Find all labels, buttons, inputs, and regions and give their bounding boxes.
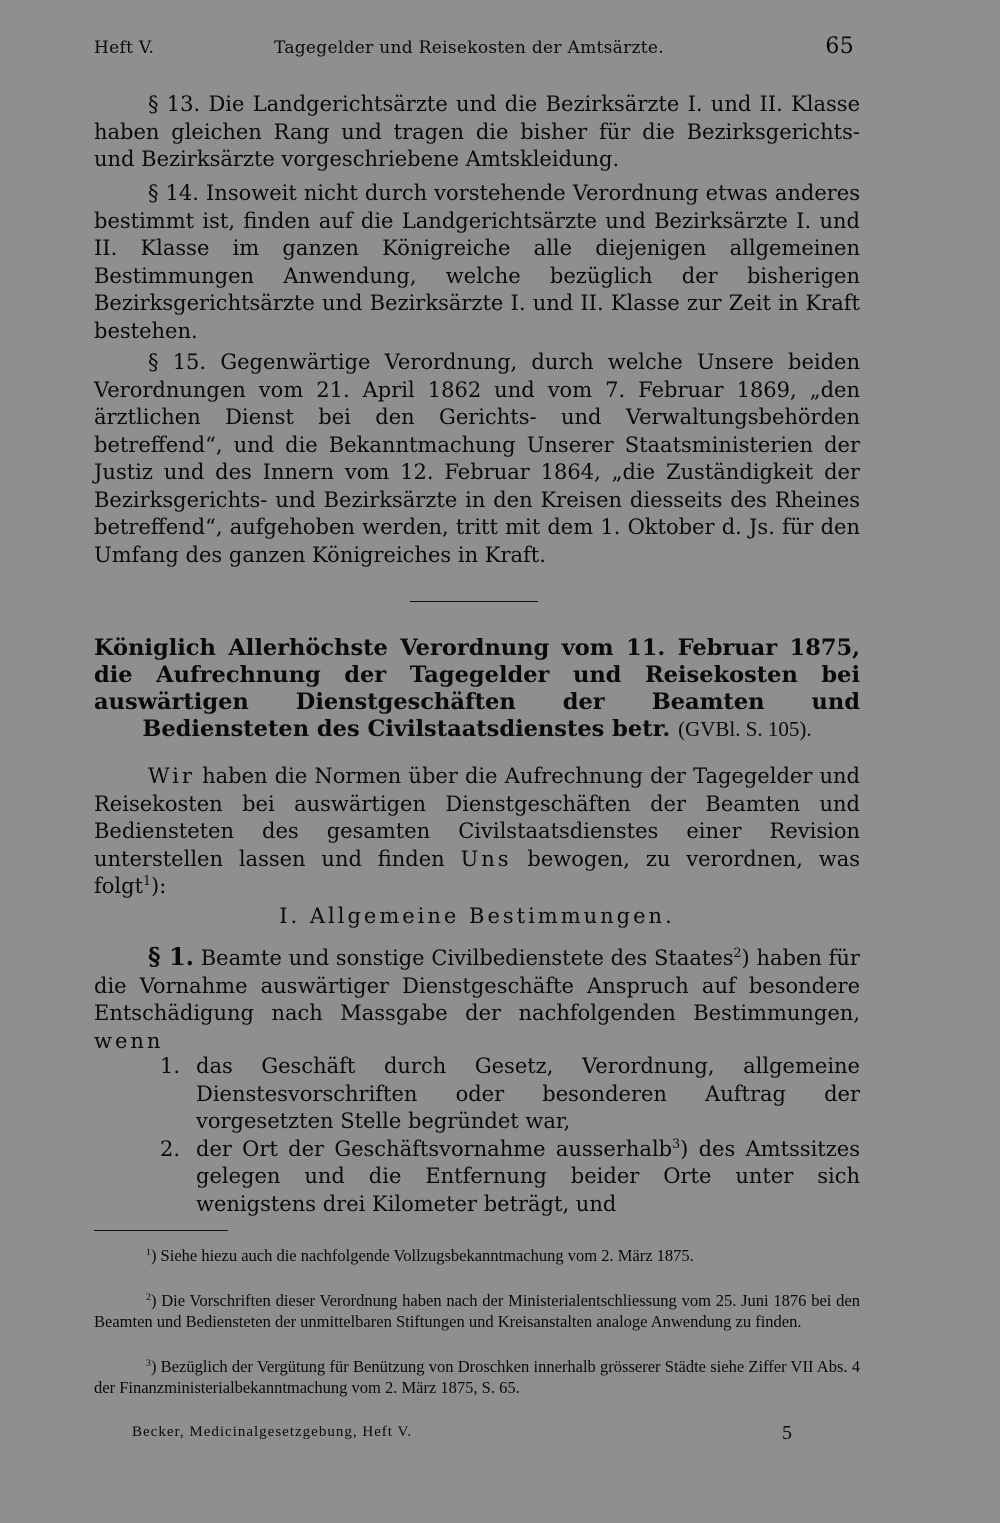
section-1-wenn: wenn [94, 1028, 164, 1053]
footnote-2-mark: 2 [146, 1291, 151, 1303]
ordinance-citation: (GVBl. S. 105). [678, 717, 812, 741]
ordinance-title-text: Königlich Allerhöchste Verordnung vom 11. Februar 1875, die Aufrechnung der Tagegelder und Reisekosten bei auswärtigen Dienstgeschäften der Beamten und Bediensteten des Civilstaatsdienstes betr. [94, 635, 860, 742]
intro-end: ): [151, 874, 167, 898]
section-13-text: Die Landgerichtsärzte und die Bezirksärzte I. und II. Klasse haben gleichen Rang und tragen die bisher für die Bezirksgerichts- und Bezirksärzte vorgeschriebene Amtskleidung. [94, 92, 860, 171]
footnote-3 [94, 1356, 860, 1398]
footnote-rule [94, 1230, 228, 1231]
intro-wir: Wir [148, 764, 195, 788]
footnote-ref-3: 3 [672, 1135, 681, 1151]
list-item-number: 1. [160, 1054, 181, 1078]
signature-line [132, 1422, 832, 1444]
list-item [94, 1136, 860, 1219]
section-15-number: § 15. [148, 350, 207, 374]
ordinance-title [94, 635, 860, 743]
list-item-text-1: der Ort der Geschäftsvornahme ausserhalb [196, 1136, 673, 1161]
section-heading: I. Allgemeine Bestimmungen. [279, 904, 675, 928]
section-1-text-1: Beamte und sonstige Civilbedienstete des Staates [200, 946, 734, 970]
footnote-3-mark: 3 [146, 1357, 151, 1369]
list-item [94, 1053, 860, 1136]
intro-text-2: bewogen, zu verordnen, was folgt [94, 846, 860, 898]
condition-list [94, 1053, 860, 1218]
section-15-text: Gegenwärtige Verordnung, durch welche Unsere beiden Verordnungen vom 21. April 1862 und vom 7. Februar 1869, „den ärztlichen Dienst bei den Gerichts- und Verwaltungsbehörden betreffend“, und die Bekanntmachung Unserer Staatsministerien der Justiz und des Innern vom 12. Februar 1864, „die Zuständigkeit der Bezirksgerichts- und Bezirksärzte in den Kreisen diesseits des Rheines betreffend“, aufgehoben werden, tritt mit dem 1. Oktober d. Js. für den Umfang des ganzen Königreiches in Kraft. [94, 350, 860, 567]
printer-signature: Becker, Medicinalgesetzgebung, Heft V. [132, 1424, 413, 1440]
section-divider [410, 601, 538, 602]
footnote-1-text: ) Siehe hiezu auch die nachfolgende Vollzugsbekanntmachung vom 2. März 1875. [150, 1246, 694, 1265]
footnote-ref-1: 1 [143, 873, 152, 888]
sheet-number: 5 [782, 1422, 792, 1444]
intro-uns: Uns [460, 846, 512, 871]
intro-text-1: haben die Normen über die Aufrechnung der Tagegelder und Reisekosten bei auswärtigen Dienstgeschäften der Beamten und Bediensteten des gesamten Civilstaatsdienstes einer Revision unterstellen lassen und finden [94, 764, 860, 871]
section-1-text-2: ) haben für die Vornahme auswärtiger Dienstgeschäfte Anspruch auf besondere Entschädigung nach Massgabe der nachfolgenden Bestimmungen, [94, 946, 860, 1025]
section-15 [94, 349, 860, 569]
page-number: 65 [825, 34, 854, 59]
footnote-1-mark: 1 [146, 1246, 151, 1258]
footnote-2-text: ) Die Vorschriften dieser Verordnung haben nach der Ministerialentschliessung vom 25. Juni 1876 bei den Beamten und Bediensteten der unmittelbaren Stiftungen und Kreisanstalten analoge Anwendung zu finden. [94, 1291, 860, 1331]
list-item-text: das Geschäft durch Gesetz, Verordnung, allgemeine Dienstesvorschriften oder besonderen Auftrag der vorgesetzten Stelle begründet war, [196, 1054, 860, 1133]
section-1 [94, 943, 860, 1055]
section-14-number: § 14. [148, 181, 199, 205]
footnote-3-text: ) Bezüglich der Vergütung für Benützung von Droschken innerhalb grösserer Städte siehe Ziffer VII Abs. 4 der Finanzministerialbekanntmachung vom 2. März 1875, S. 65. [94, 1357, 860, 1397]
section-1-number: § 1. [148, 942, 195, 971]
list-item-number: 2. [160, 1136, 181, 1161]
section-13-number: § 13. [148, 92, 201, 116]
header-title: Tagegelder und Reisekosten der Amtsärzte. [274, 38, 664, 58]
footnote-1 [94, 1245, 860, 1266]
section-13 [94, 91, 860, 174]
section-14-text: Insoweit nicht durch vorstehende Verordnung etwas anderes bestimmt ist, finden auf die Landgerichtsärzte und Bezirksärzte I. und II. Klasse im ganzen Königreiche alle diejenigen allgemeinen Bestimmungen Anwendung, welche bezüglich der bisherigen Bezirksgerichtsärzte und Bezirksärzte I. und II. Klasse zur Zeit in Kraft bestehen. [94, 181, 860, 343]
list-item-text-2: ) des Amtssitzes gelegen und die Entfernung beider Orte unter sich wenigstens drei Kilometer beträgt, und [196, 1136, 861, 1216]
footnote-ref-2: 2 [733, 945, 742, 960]
header-issue: Heft V. [94, 38, 155, 58]
footnote-2 [94, 1290, 860, 1332]
running-header [94, 34, 860, 64]
ordinance-intro [94, 763, 860, 901]
section-14 [94, 180, 860, 345]
